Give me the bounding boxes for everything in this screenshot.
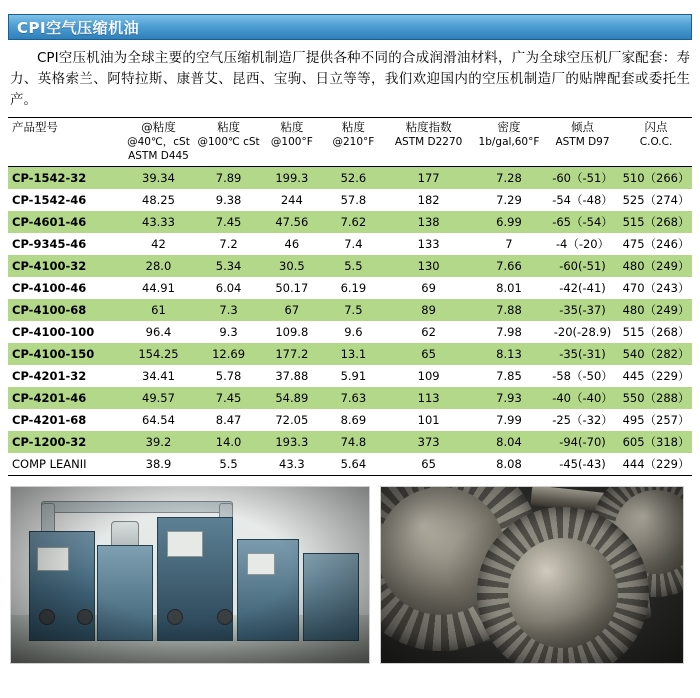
- product-page: [0, 14, 700, 698]
- cell-pour-point: -60(-51): [545, 255, 620, 277]
- cell-model: CP-4100-150: [8, 343, 121, 365]
- col-header-visc-index-sub: ASTM D2270: [394, 136, 463, 148]
- cell-visc210f: 52.6: [323, 167, 385, 190]
- cell-pour-point: -35(-31): [545, 343, 620, 365]
- cell-density: 7.93: [473, 387, 545, 409]
- cell-visc100f: 67: [261, 299, 323, 321]
- cell-visc40: 96.4: [145, 325, 172, 339]
- cell-pour-point: -20(-28.9): [553, 325, 612, 339]
- cell-visc40: 61: [121, 299, 196, 321]
- table-row: [8, 189, 692, 211]
- cell-visc100f: 46: [284, 237, 300, 251]
- col-header-pour-point-title: 倾点: [570, 120, 594, 134]
- cell-visc-index: 62: [421, 325, 436, 339]
- cell-density: 7.29: [496, 193, 522, 207]
- col-header-visc100c: [196, 118, 261, 167]
- col-header-model: [8, 118, 121, 167]
- cell-visc40: 64.54: [142, 413, 175, 427]
- cell-pour-point: -42(-41): [559, 281, 606, 295]
- cell-visc-index: 138: [384, 211, 473, 233]
- col-header-visc40-sub: @40℃，cSt ASTM D445: [127, 136, 190, 162]
- col-header-visc100f: [261, 118, 323, 167]
- cell-visc100c: 5.5: [196, 453, 261, 476]
- col-header-density-title: 密度: [497, 120, 521, 134]
- cell-flash-point: 445（229）: [622, 369, 690, 383]
- cell-visc100c: 7.89: [196, 167, 261, 190]
- table-row: [8, 299, 692, 321]
- col-header-density-sub: 1b/gal,60°F: [478, 136, 540, 148]
- cell-visc210f: 6.19: [340, 281, 367, 295]
- cell-visc40: 42: [151, 237, 166, 251]
- cell-visc40: 28.0: [121, 255, 196, 277]
- cell-visc-index: 101: [417, 413, 440, 427]
- cell-visc-index: 177: [384, 167, 473, 190]
- col-header-visc100c-title: 粘度: [217, 120, 241, 134]
- cell-visc-index: 113: [384, 387, 473, 409]
- cell-visc100f: 109.8: [275, 325, 309, 339]
- table-row: [8, 365, 692, 387]
- table-row: [8, 211, 692, 233]
- col-header-visc100f-title: 粘度: [280, 120, 304, 134]
- cell-visc-index: 109: [417, 369, 440, 383]
- cell-visc100f: 30.5: [261, 255, 323, 277]
- table-row: [8, 233, 692, 255]
- cell-visc-index: 133: [417, 237, 440, 251]
- cell-visc100c: 5.34: [196, 255, 261, 277]
- cell-visc210f: 9.6: [344, 325, 363, 339]
- cell-density: 8.13: [473, 343, 545, 365]
- col-header-visc210f: [323, 118, 385, 167]
- cell-density: 7.66: [473, 255, 545, 277]
- cell-visc210f: 5.5: [323, 255, 385, 277]
- cell-visc100f: 47.56: [261, 211, 323, 233]
- cell-flash-point: 495（257）: [622, 413, 690, 427]
- cell-pour-point: -58（-50）: [552, 369, 613, 383]
- cell-visc100c: 6.04: [215, 281, 242, 295]
- cell-model: CP-4100-68: [8, 299, 121, 321]
- cell-model: CP-1200-32: [8, 431, 121, 453]
- cell-visc40: 34.41: [142, 369, 175, 383]
- cell-flash-point: 515（268）: [620, 211, 692, 233]
- cell-flash-point: 605（318）: [620, 431, 692, 453]
- cell-model: CP-4100-32: [8, 255, 121, 277]
- col-header-visc-index: [384, 118, 473, 167]
- cell-visc-index: 69: [421, 281, 436, 295]
- table-row: [8, 167, 692, 190]
- cell-visc40: 38.9: [121, 453, 196, 476]
- cell-pour-point: -60（-51）: [545, 167, 620, 190]
- cell-pour-point: -65（-54）: [545, 211, 620, 233]
- cell-density: 7.28: [473, 167, 545, 190]
- cell-visc100f: 199.3: [261, 167, 323, 190]
- cell-visc40: 44.91: [142, 281, 175, 295]
- cell-density: 7: [505, 237, 513, 251]
- table-body: [8, 167, 692, 476]
- cell-density: 7.99: [496, 413, 522, 427]
- col-header-visc40: [121, 118, 196, 167]
- col-header-model-title: 产品型号: [12, 120, 58, 134]
- col-header-visc-index-title: 粘度指数: [405, 120, 452, 134]
- cell-visc40: 49.57: [121, 387, 196, 409]
- cell-visc-index: 182: [417, 193, 440, 207]
- page-title: CPI空气压缩机油: [17, 18, 140, 37]
- cell-density: 7.85: [496, 369, 522, 383]
- cell-model: CP-4601-46: [8, 211, 121, 233]
- cell-visc210f: 13.1: [323, 343, 385, 365]
- cell-visc210f: 5.91: [340, 369, 367, 383]
- cell-visc-index: 373: [384, 431, 473, 453]
- table-row: [8, 387, 692, 409]
- table-row: [8, 409, 692, 431]
- table-row: [8, 431, 692, 453]
- cell-density: 7.98: [496, 325, 522, 339]
- col-header-pour-point: [545, 118, 620, 167]
- cell-flash-point: 480（249）: [620, 299, 692, 321]
- cell-visc100c: 7.2: [219, 237, 238, 251]
- col-header-flash-point: [620, 118, 692, 167]
- cell-visc100f: 177.2: [261, 343, 323, 365]
- table-row: [8, 453, 692, 476]
- cell-visc210f: 57.8: [340, 193, 367, 207]
- cell-visc100c: 12.69: [196, 343, 261, 365]
- cell-model: CP-4100-46: [12, 281, 87, 295]
- cell-flash-point: 470（243）: [622, 281, 690, 295]
- cell-model: CP-1542-46: [12, 193, 87, 207]
- col-header-pour-point-sub: ASTM D97: [555, 136, 610, 148]
- cell-pour-point: -25（-32）: [552, 413, 613, 427]
- cell-model: CP-4201-68: [12, 413, 87, 427]
- cell-flash-point: 550（288）: [620, 387, 692, 409]
- cell-visc40: 43.33: [121, 211, 196, 233]
- table-row: [8, 343, 692, 365]
- col-header-density: [473, 118, 545, 167]
- cell-density: 6.99: [473, 211, 545, 233]
- cell-flash-point: 444（229）: [620, 453, 692, 476]
- col-header-visc100f-sub: @100°F: [270, 136, 313, 148]
- cell-model: CP-1542-32: [8, 167, 121, 190]
- col-header-visc40-title: @粘度: [141, 120, 176, 134]
- intro-paragraph: CPI空压机油为全球主要的空气压缩机制造厂提供各种不同的合成润滑油材料，广为全球空压机厂家配套：寿力、英格索兰、阿特拉斯、康普艾、昆西、宝驹、日立等等，我们欢迎国内的空压机制造厂的贴牌配套或委托生产。: [10, 50, 690, 108]
- cell-flash-point: 515（268）: [622, 325, 690, 339]
- cell-density: 7.88: [473, 299, 545, 321]
- cell-visc40: 39.34: [121, 167, 196, 190]
- compressor-photo: [10, 486, 370, 664]
- photo-vignette: [11, 487, 369, 663]
- cell-visc40: 39.2: [121, 431, 196, 453]
- cell-visc-index: 65: [384, 343, 473, 365]
- cell-visc100f: 72.05: [275, 413, 309, 427]
- col-header-visc210f-title: 粘度: [341, 120, 365, 134]
- cell-pour-point: -54（-48）: [552, 193, 613, 207]
- cell-visc210f: 7.5: [323, 299, 385, 321]
- cell-flash-point: 525（274）: [622, 193, 690, 207]
- photo-vignette: [381, 487, 683, 663]
- cell-visc100f: 244: [280, 193, 303, 207]
- cell-pour-point: -35(-37): [545, 299, 620, 321]
- cell-visc100c: 9.38: [215, 193, 242, 207]
- cell-visc100f: 54.89: [261, 387, 323, 409]
- cell-visc210f: 8.69: [340, 413, 367, 427]
- cell-model: CP-4201-46: [8, 387, 121, 409]
- cell-flash-point: 480（249）: [620, 255, 692, 277]
- cell-pour-point: -94(-70): [545, 431, 620, 453]
- cell-visc210f: 74.8: [323, 431, 385, 453]
- cell-flash-point: 540（282）: [620, 343, 692, 365]
- cell-visc100f: 43.3: [261, 453, 323, 476]
- specifications-table: [8, 117, 692, 476]
- cell-pour-point: -4（-20）: [555, 237, 610, 251]
- cell-visc100f: 193.3: [261, 431, 323, 453]
- cell-density: 8.01: [496, 281, 522, 295]
- photo-row: [8, 486, 692, 664]
- cell-visc100f: 37.88: [275, 369, 309, 383]
- cell-visc100f: 50.17: [275, 281, 309, 295]
- cell-visc40: 154.25: [121, 343, 196, 365]
- col-header-flash-point-sub: C.O.C.: [639, 136, 673, 148]
- cell-visc100c: 5.78: [215, 369, 242, 383]
- cell-visc-index: 130: [384, 255, 473, 277]
- cell-visc210f: 7.62: [323, 211, 385, 233]
- cell-visc100c: 7.45: [196, 387, 261, 409]
- cell-visc210f: 5.64: [323, 453, 385, 476]
- cell-model: CP-9345-46: [12, 237, 87, 251]
- table-row: [8, 321, 692, 343]
- cell-model: COMP LEANII: [8, 453, 121, 476]
- cell-flash-point: 510（266）: [620, 167, 692, 190]
- cell-model: CP-4201-32: [12, 369, 87, 383]
- cell-visc-index: 89: [384, 299, 473, 321]
- col-header-visc210f-sub: @210°F: [332, 136, 375, 148]
- cell-visc-index: 65: [384, 453, 473, 476]
- cell-pour-point: -45(-43): [545, 453, 620, 476]
- cell-density: 8.08: [473, 453, 545, 476]
- page-title-bar: [8, 14, 692, 40]
- col-header-visc100c-sub: @100℃ cSt: [197, 136, 260, 148]
- cell-pour-point: -40（-40）: [545, 387, 620, 409]
- cell-density: 8.04: [473, 431, 545, 453]
- cell-visc100c: 14.0: [196, 431, 261, 453]
- gears-photo: [380, 486, 684, 664]
- cell-visc210f: 7.4: [344, 237, 363, 251]
- cell-visc210f: 7.63: [323, 387, 385, 409]
- cell-visc100c: 8.47: [215, 413, 242, 427]
- cell-flash-point: 475（246）: [622, 237, 690, 251]
- cell-visc100c: 7.45: [196, 211, 261, 233]
- cell-visc40: 48.25: [142, 193, 175, 207]
- cell-visc100c: 7.3: [196, 299, 261, 321]
- col-header-flash-point-title: 闪点: [644, 120, 668, 134]
- table-header-row: [8, 118, 692, 167]
- cell-visc100c: 9.3: [219, 325, 238, 339]
- cell-model: CP-4100-100: [12, 325, 95, 339]
- table-row: [8, 255, 692, 277]
- table-row: [8, 277, 692, 299]
